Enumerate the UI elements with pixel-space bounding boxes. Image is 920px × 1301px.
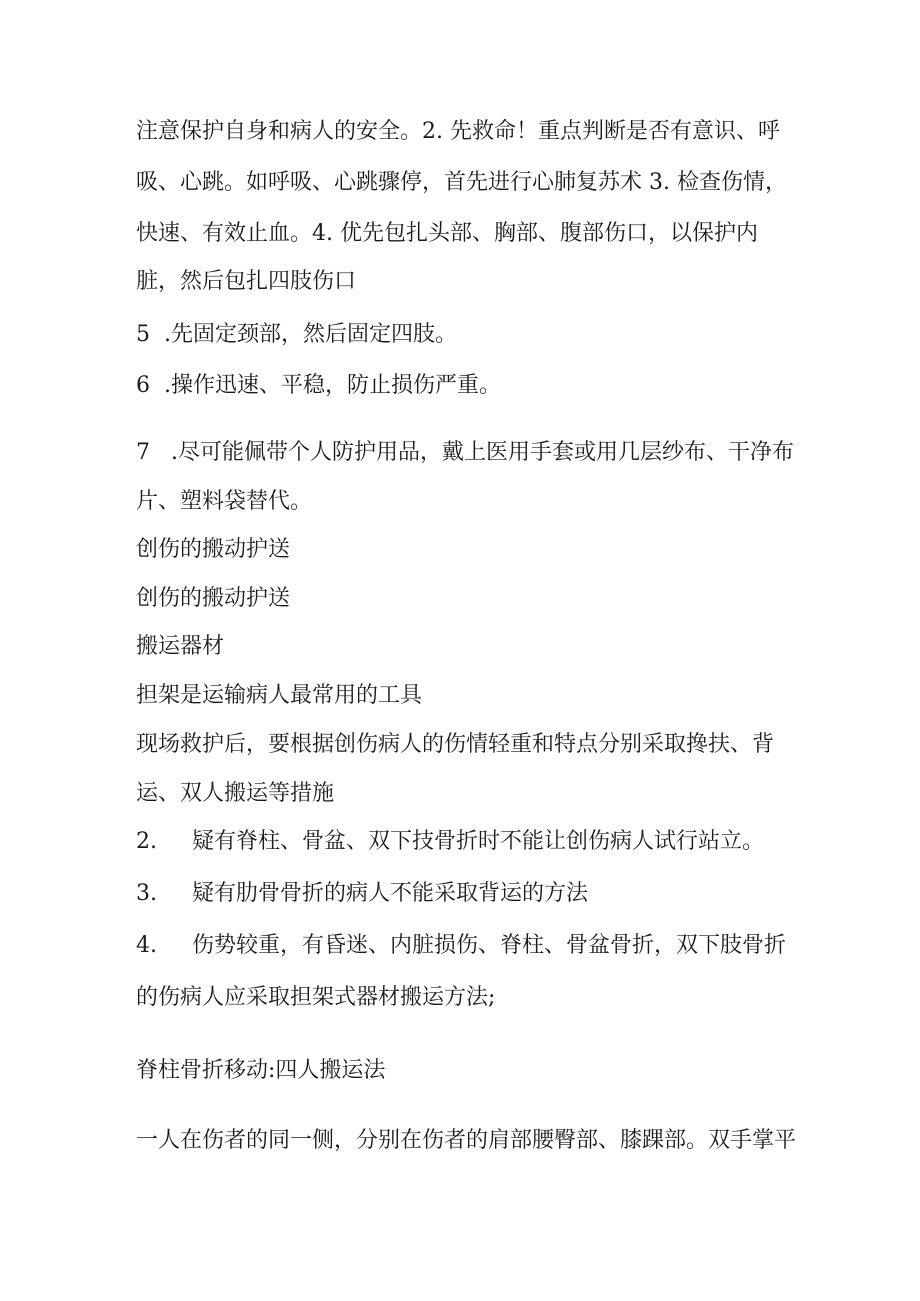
paragraph-line: 吸、心跳。如呼吸、心跳骤停，首先进行心肺复苏术 3. 检查伤情， [136, 170, 787, 195]
list-item-2: 2. 疑有脊柱、骨盆、双下技骨折时不能让创伤病人试行站立。 [136, 829, 764, 854]
section-heading: 创伤的搬动护送 [136, 537, 291, 562]
paragraph-line: 脏，然后包扎四肢伤口 [136, 269, 357, 294]
list-item-5: 5 .先固定颈部，然后固定四肢。 [136, 322, 457, 347]
paragraph-line: 担架是运输病人最常用的工具 [136, 683, 423, 708]
paragraph-line: 注意保护自身和病人的安全。2. 先救命！重点判断是否有意识、呼 [136, 119, 780, 144]
paragraph-line: 的伤病人应采取担架式器材搬运方法; [136, 985, 496, 1010]
section-heading: 脊柱骨折移动:四人搬运法 [136, 1058, 386, 1083]
list-item-4: 4. 伤势较重，有昏迷、内脏损伤、脊柱、骨盆骨折，双下肢骨折 [136, 933, 786, 958]
paragraph-line: 片、塑料袋替代。 [136, 489, 313, 514]
list-item-7: 7 .尽可能佩带个人防护用品，戴上医用手套或用几层纱布、干净布 [136, 440, 794, 465]
paragraph-line: 一人在伤者的同一侧，分别在伤者的肩部腰臀部、膝踝部。双手掌平 [136, 1128, 797, 1153]
list-item-6: 6 .操作迅速、平稳，防止损伤严重。 [136, 373, 501, 398]
list-item-3: 3. 疑有肋骨骨折的病人不能采取背运的方法 [136, 881, 588, 906]
paragraph-line: 运、双人搬运等措施 [136, 781, 335, 806]
subheading: 搬运器材 [136, 634, 225, 659]
section-heading: 创伤的搬动护送 [136, 586, 291, 611]
paragraph-line: 现场救护后，要根据创伤病人的伤情轻重和特点分别采取搀扶、背 [136, 732, 775, 757]
paragraph-line: 快速、有效止血。4. 优先包扎头部、胸部、腹部伤口，以保护内 [136, 221, 758, 246]
